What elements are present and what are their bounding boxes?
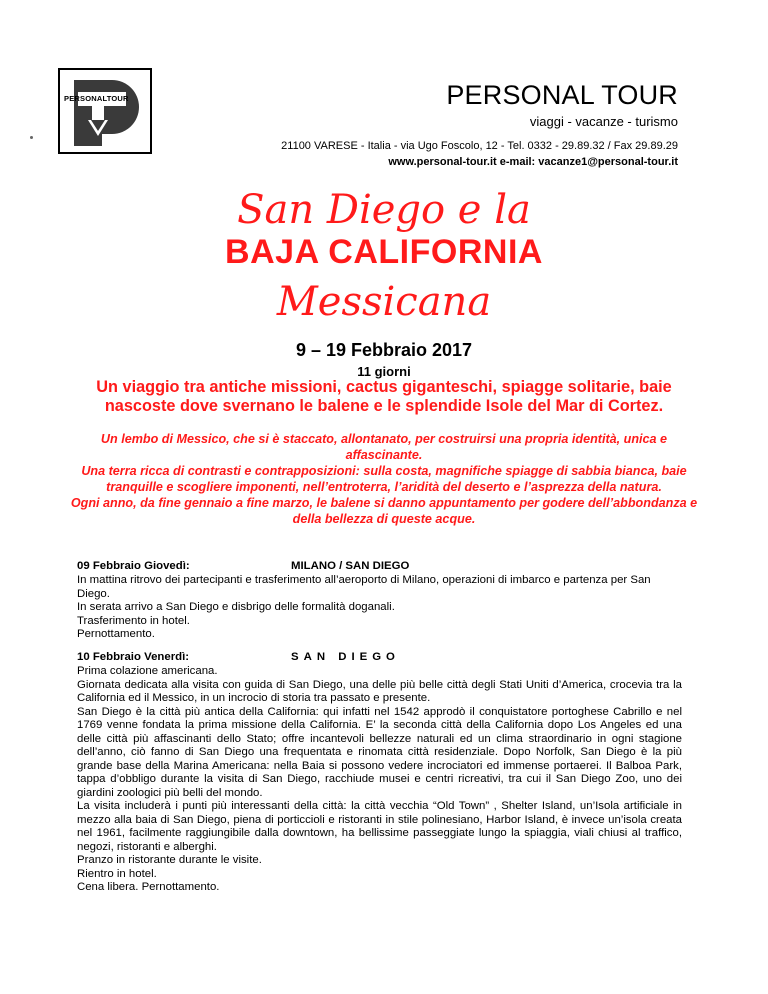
intro-paragraph: Una terra ricca di contrasti e contrapposizioni: sulla costa, magnifiche spiagge di sabbia bianca, baie tranquille e scogliere imponenti, nell’entroterra, l’aridità del deserto e l’asprezza della natura. bbox=[81, 464, 687, 494]
day-line: Pernottamento. bbox=[77, 628, 155, 640]
itinerary-day-2 bbox=[77, 651, 682, 895]
day-paragraph: Giornata dedicata alla visita con guida di San Diego, una delle più belle città degli Stati Uniti d’America, crocevia tra la California ed il Messico, in un incrocio di storia tra passato e presente. bbox=[77, 678, 682, 704]
day-paragraph: La visita includerà i punti più interessanti della città: la città vecchia “Old Town” , Shelter Island, un’Isola artificiale in mezzo alla baia di San Diego, piena di porticcioli e ristoranti in stile polinesiano, Harbor Island, è invece un’isola creata nel 1961, facilmente raggiungibile dalla downtown, ha bellissime passeggiate lungo la spiaggia, viali chiusi al traffico, negozi, ristoranti e alberghi. bbox=[77, 800, 682, 853]
itinerary-day-1 bbox=[77, 560, 682, 642]
travel-duration: 11 giorni bbox=[357, 364, 411, 379]
brand-address: 21100 VARESE - Italia - via Ugo Foscolo, 12 - Tel. 0332 - 29.89.32 / Fax 29.89.29 bbox=[281, 140, 678, 152]
day-line: In serata arrivo a San Diego e disbrigo delle formalità doganali. bbox=[77, 601, 395, 613]
title-line-1: San Diego e la bbox=[237, 187, 531, 233]
day-place: MILANO / SAN DIEGO bbox=[291, 560, 410, 572]
day-line: Rientro in hotel. bbox=[77, 867, 157, 880]
trip-subtitle: Un viaggio tra antiche missioni, cactus giganteschi, spiagge solitarie, baie nascoste dove svernano le balene e le splendide Isole del Mar di Cortez. bbox=[96, 378, 672, 415]
title-line-3: Messicana bbox=[276, 279, 492, 325]
day-paragraph: San Diego è la città più antica della California: qui infatti nel 1542 approdò il conquistatore portoghese Cabrillo e nel 1769 venne fondata la prima missione della California. E’ la seconda città della California dopo Los Angeles ed una delle città più affascinanti dello Stato; offre incantevoli bellezze naturali ed un clima straordinario in ogni stagione dell’anno, ciò fanno di San Diego una frequentata e rinomata città residenziale. Dopo Norfolk, San Diego è la più grande base della Marina Americana: nella Baia si possono vedere incrociatori ed immense portaerei. Il Balboa Park, tappa d’obbligo durante la visita di San Diego, racchiude musei e centri ricreativi, tra cui il San Diego Zoo, uno dei giardini zoologici più belli del mondo. bbox=[77, 705, 682, 799]
company-logo bbox=[58, 68, 152, 154]
day-line: Cena libera. Pernottamento. bbox=[77, 881, 220, 893]
intro-paragraph: Un lembo di Messico, che si è staccato, allontanato, per costruirsi una propria identità, unica e affascinante. bbox=[100, 432, 668, 462]
brand-tagline: viaggi - vacanze - turismo bbox=[529, 114, 678, 129]
day-line: In mattina ritrovo dei partecipanti e trasferimento all’aeroporto di Milano, operazioni di imbarco e partenza per San Diego. bbox=[77, 574, 651, 600]
intro-paragraph: Ogni anno, da fine gennaio a fine marzo, le balene si danno appuntamento per godere dell’abbondanza e della bellezza di queste acque. bbox=[70, 496, 698, 526]
day-place: SAN DIEGO bbox=[291, 651, 400, 663]
day-heading bbox=[77, 560, 682, 574]
brand-name: PERSONAL TOUR bbox=[446, 80, 678, 110]
logo-text: PERSONALTOUR bbox=[64, 94, 129, 103]
logo-graphic bbox=[58, 68, 152, 154]
day-date: 10 Febbraio Venerdì: bbox=[77, 651, 190, 663]
day-heading bbox=[77, 651, 682, 665]
day-line: Trasferimento in hotel. bbox=[77, 614, 190, 627]
brand-web-email: www.personal-tour.it e-mail: vacanze1@personal-tour.it bbox=[388, 156, 678, 168]
day-date: 09 Febbraio Giovedì: bbox=[77, 560, 190, 572]
intro-block bbox=[70, 431, 698, 527]
day-line: Prima colazione americana. bbox=[77, 665, 218, 677]
title-line-2: BAJA CALIFORNIA bbox=[225, 233, 543, 271]
day-line: Pranzo in ristorante durante le visite. bbox=[77, 854, 262, 866]
travel-dates: 9 – 19 Febbraio 2017 bbox=[295, 340, 473, 360]
decorative-dot bbox=[30, 136, 33, 139]
